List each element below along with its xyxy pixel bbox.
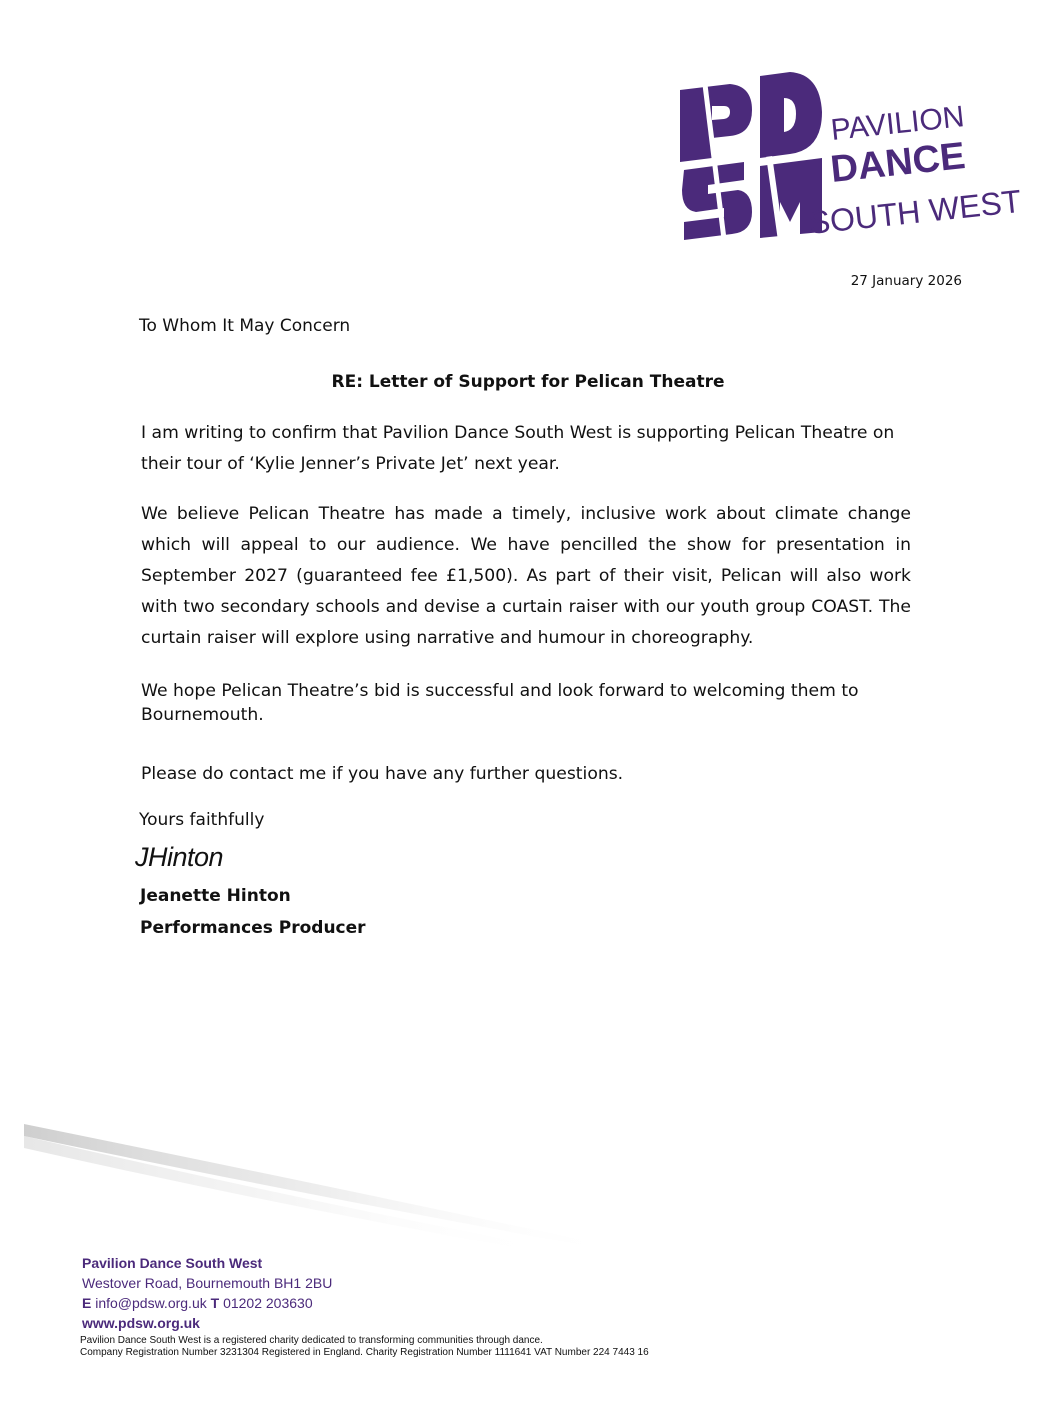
paragraph-4: Please do contact me if you have any further questions.: [141, 764, 624, 784]
footer-website[interactable]: www.pdsw.org.uk: [82, 1315, 200, 1331]
footer-email[interactable]: info@pdsw.org.uk: [95, 1295, 207, 1311]
phone-label: T: [210, 1295, 220, 1311]
footer-contact: [82, 1293, 649, 1313]
letter-date: 27 January 2026: [850, 273, 962, 289]
logo-line-2: DANCE: [828, 135, 968, 191]
salutation: To Whom It May Concern: [139, 316, 351, 336]
footer: [82, 1253, 649, 1359]
subject-line: RE: Letter of Support for Pelican Theatre: [331, 372, 725, 392]
pdsw-logo: [672, 62, 1023, 254]
email-label: E: [82, 1295, 92, 1311]
signer-title: Performances Producer: [140, 918, 366, 938]
paragraph-2: We believe Pelican Theatre has made a timely, inclusive work about climate change which will appeal to our audience. We have pencilled the show for presentation in September 2027 (guaranteed fee £1,500). As part of their visit, Pelican will also work with two secondary schools and devise a curtain raiser with our youth group COAST. The curtain raiser will explore using narrative and humour in choreography.: [141, 504, 911, 648]
decorative-swoosh: [0, 1110, 1056, 1260]
paragraph-1: I am writing to confirm that Pavilion Dance South West is supporting Pelican Theatre on their tour of ‘Kylie Jenner’s Private Jet’ next year.: [141, 423, 895, 474]
paragraph-3: We hope Pelican Theatre’s bid is successful and look forward to welcoming them to Bournemouth.: [141, 681, 859, 725]
signature: JHinton: [135, 842, 224, 872]
signer-name: Jeanette Hinton: [140, 886, 291, 906]
footer-phone[interactable]: 01202 203630: [223, 1295, 313, 1311]
footer-org: Pavilion Dance South West: [82, 1255, 263, 1271]
footer-registration-line: Company Registration Number 3231304 Registered in England. Charity Registration Number 1111641 VAT Number 224 7443 16: [80, 1347, 649, 1358]
footer-address: Westover Road, Bournemouth BH1 2BU: [82, 1275, 333, 1291]
closing: Yours faithfully: [139, 810, 265, 830]
logo-line-3: SOUTH WEST: [806, 182, 1023, 241]
logo-line-1: PAVILION: [829, 100, 966, 147]
pdsw-logo-icon: [672, 62, 1023, 254]
footer-charity-line: Pavilion Dance South West is a registered charity dedicated to transforming communities through dance.: [80, 1335, 543, 1346]
